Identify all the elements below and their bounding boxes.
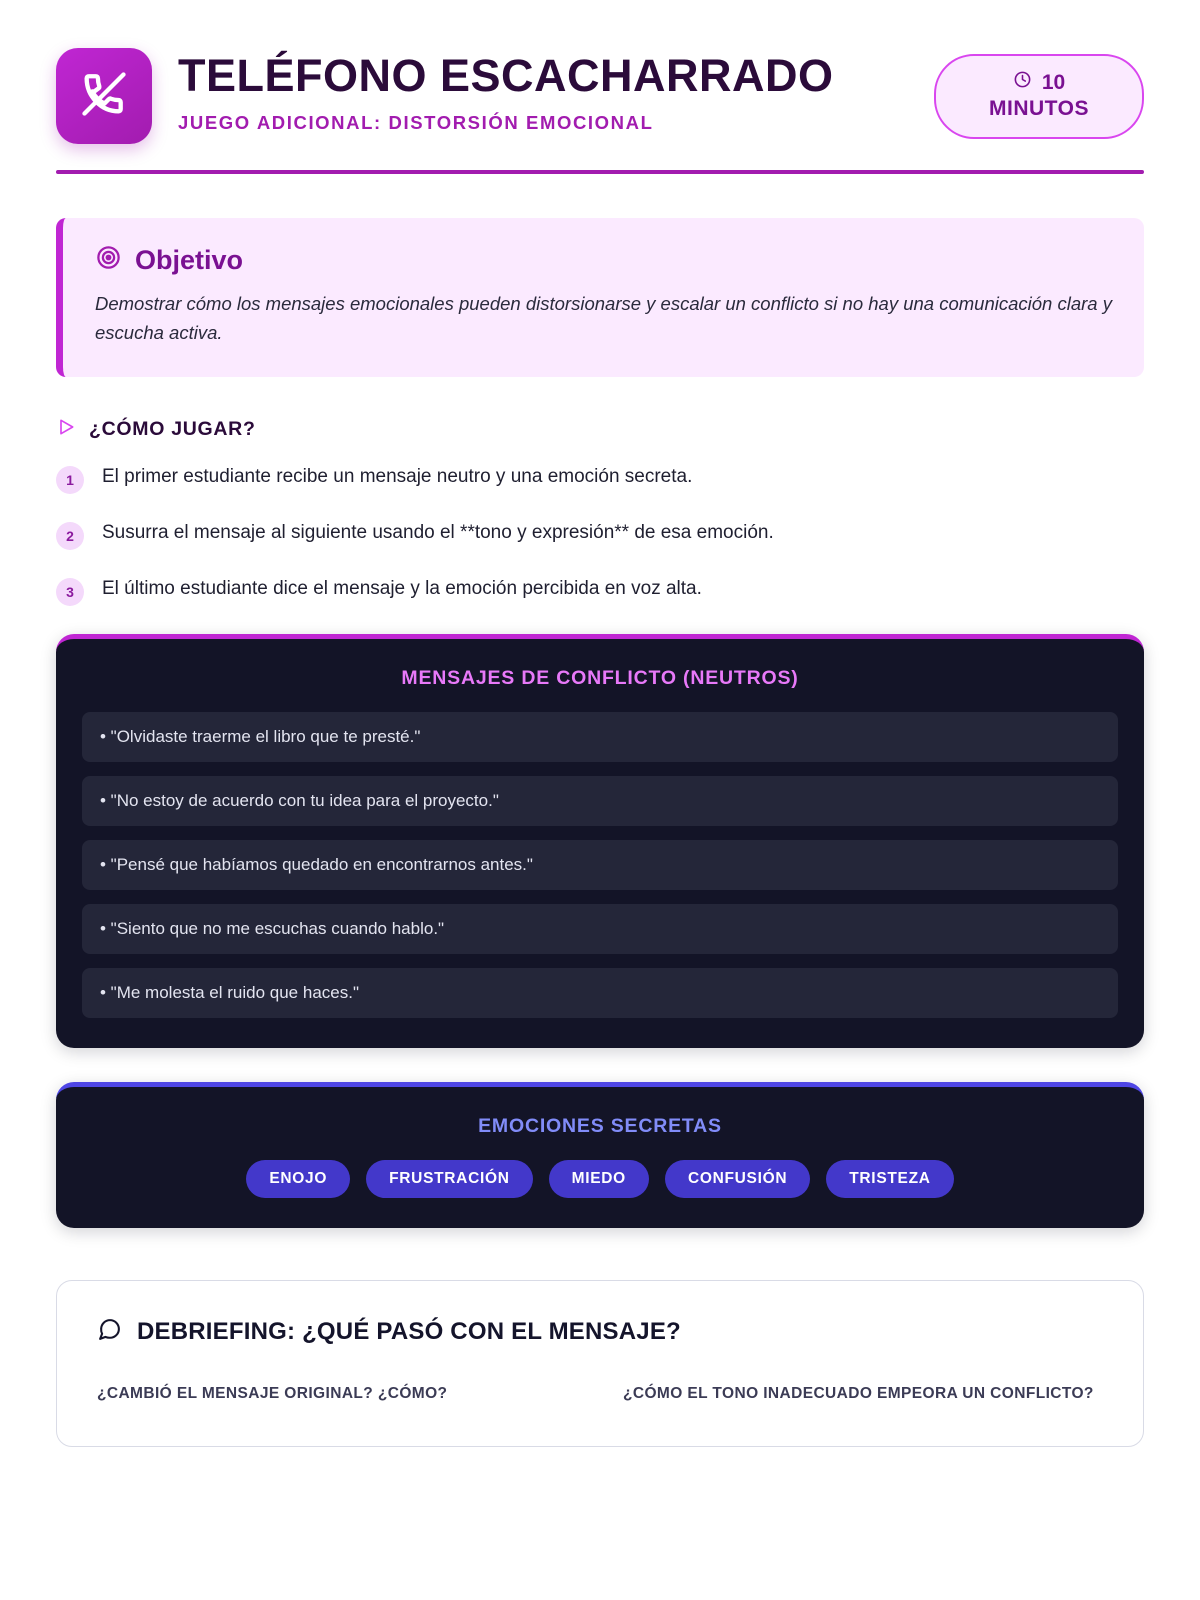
debriefing-title: DEBRIEFING: ¿QUÉ PASÓ CON EL MENSAJE?	[137, 1318, 681, 1346]
list-item	[56, 464, 1144, 494]
step-number: 2	[56, 522, 84, 550]
page-header	[56, 48, 1144, 170]
list-item: • "Siento que no me escuchas cuando hablo."	[82, 904, 1118, 954]
emotion-chip: CONFUSIÓN	[665, 1160, 810, 1198]
page-title: TELÉFONO ESCACHARRADO	[178, 50, 834, 101]
debriefing-question: ¿CÓMO EL TONO INADECUADO EMPEORA UN CONFLICTO?	[623, 1385, 1094, 1403]
howto-title: ¿CÓMO JUGAR?	[89, 418, 256, 441]
emotion-chip: FRUSTRACIÓN	[366, 1160, 533, 1198]
target-icon	[95, 244, 122, 276]
emotion-chip: MIEDO	[549, 1160, 649, 1198]
emotion-chip: TRISTEZA	[826, 1160, 953, 1198]
list-item: • "Pensé que habíamos quedado en encontrarnos antes."	[82, 840, 1118, 890]
howto-section	[56, 417, 1144, 606]
logo-tile	[56, 48, 152, 144]
step-text: El primer estudiante recibe un mensaje neutro y una emoción secreta.	[102, 466, 693, 488]
step-number: 3	[56, 578, 84, 606]
speech-bubble-icon	[97, 1317, 122, 1347]
objective-text: Demostrar cómo los mensajes emocionales pueden distorsionarse y escalar un conflicto si no hay una comunicación clara y escucha activa.	[95, 293, 1112, 343]
play-triangle-icon	[56, 417, 76, 442]
duration-badge	[934, 54, 1144, 139]
clock-icon	[1013, 70, 1032, 95]
list-item	[56, 520, 1144, 550]
header-divider	[56, 170, 1144, 174]
messages-card-title: MENSAJES DE CONFLICTO (NEUTROS)	[401, 667, 799, 690]
objective-title: Objetivo	[135, 244, 244, 275]
list-item: • "Me molesta el ruido que haces."	[82, 968, 1118, 1018]
emotion-chip-list	[82, 1160, 1118, 1198]
emotion-chip: ENOJO	[246, 1160, 350, 1198]
title-block	[178, 48, 908, 134]
step-text: El último estudiante dice el mensaje y la emoción percibida en voz alta.	[102, 578, 702, 600]
messages-card	[56, 634, 1144, 1048]
debriefing-question: ¿CAMBIÓ EL MENSAJE ORIGINAL? ¿CÓMO?	[97, 1385, 448, 1403]
debriefing-questions	[97, 1383, 1103, 1405]
step-text: Susurra el mensaje al siguiente usando el **tono y expresión** de esa emoción.	[102, 522, 774, 544]
duration-unit: MINUTOS	[989, 97, 1089, 120]
list-item: • "Olvidaste traerme el libro que te presté."	[82, 712, 1118, 762]
emotions-card	[56, 1082, 1144, 1228]
debriefing-panel	[56, 1280, 1144, 1446]
emotions-card-title: EMOCIONES SECRETAS	[478, 1115, 722, 1138]
list-item	[56, 576, 1144, 606]
step-number: 1	[56, 466, 84, 494]
phone-broken-icon	[78, 68, 130, 125]
objective-panel	[56, 218, 1144, 377]
page-subtitle: JUEGO ADICIONAL: DISTORSIÓN EMOCIONAL	[178, 111, 654, 133]
duration-value: 10	[1041, 70, 1066, 94]
list-item: • "No estoy de acuerdo con tu idea para el proyecto."	[82, 776, 1118, 826]
